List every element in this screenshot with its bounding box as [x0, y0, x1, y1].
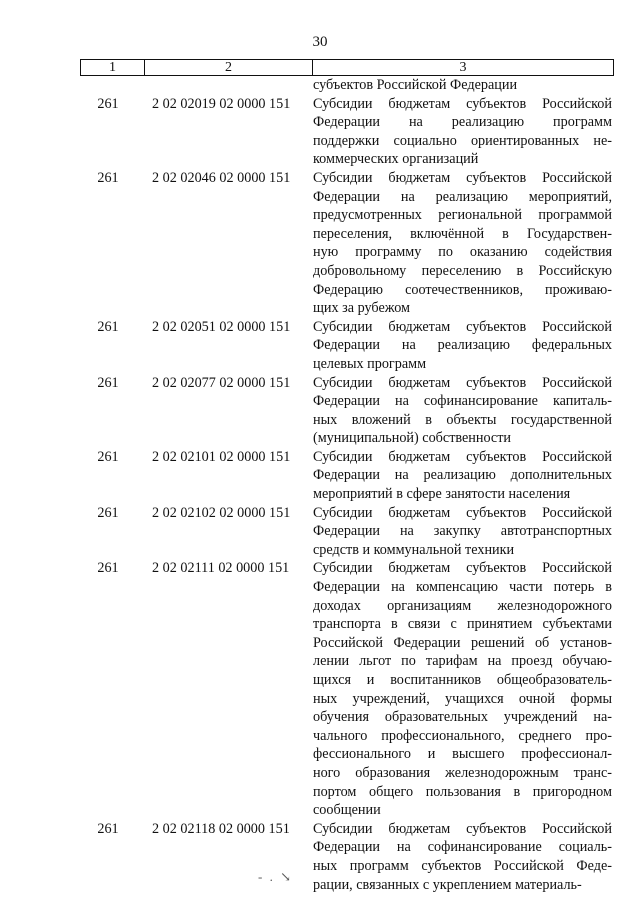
table-body — [80, 76, 614, 894]
description-line: Субсидии бюджетам субъектов Российской — [313, 374, 612, 391]
description-line: Российской Федерации решений об установ- — [313, 634, 612, 651]
table-row — [80, 820, 614, 894]
table-row — [80, 169, 614, 318]
description-line: щихся и воспитанников общеобразователь- — [313, 672, 612, 688]
description-line: (муниципальной) собственности — [313, 430, 512, 447]
header-col-3: 3 — [459, 60, 467, 75]
admin-code-cell: 261 — [97, 448, 119, 465]
description-line: фессионального и высшего профессионал- — [313, 746, 612, 763]
table-row — [80, 95, 614, 169]
description-cell — [312, 76, 614, 95]
description-line: Субсидии бюджетам субъектов Российской — [313, 560, 612, 577]
admin-code-cell: 261 — [97, 374, 119, 391]
description-line: Федерацию соотечественников, проживаю- — [313, 281, 612, 298]
description-cell — [312, 95, 614, 169]
page-number: 30 — [312, 34, 328, 50]
scan-mark: - . ↘ — [258, 869, 293, 884]
description-line: предусмотренных региональной программой — [313, 207, 612, 224]
kbk-code-cell: 2 02 02101 02 0000 151 — [152, 448, 291, 465]
description-line: субъектов Российской Федерации — [313, 77, 518, 93]
description-line: Субсидии бюджетам субъектов Российской — [313, 820, 612, 837]
description-line: Федерации на реализацию мероприятий, — [313, 188, 612, 205]
admin-code-cell: 261 — [97, 169, 119, 186]
admin-code-cell: 261 — [97, 95, 119, 112]
description-cell — [312, 448, 614, 504]
kbk-code-cell: 2 02 02077 02 0000 151 — [152, 374, 291, 391]
description-cell — [312, 318, 614, 374]
description-line: щих за рубежом — [313, 300, 410, 317]
description-cell — [312, 820, 614, 894]
description-line: поддержки социально ориентированных не- — [313, 132, 612, 149]
description-line: Федерации на закупку автотранспортных — [313, 523, 612, 540]
description-line: Федерации на софинансирование капиталь- — [313, 393, 612, 410]
description-cell — [312, 504, 614, 560]
kbk-code-cell — [144, 76, 312, 95]
description-line: Субсидии бюджетам субъектов Российской — [313, 318, 612, 335]
kbk-code-cell: 2 02 02046 02 0000 151 — [152, 169, 291, 186]
description-line: лении льгот по тарифам на проезд обучаю- — [313, 653, 612, 670]
kbk-code-cell: 2 02 02118 02 0000 151 — [152, 820, 290, 837]
description-line: Федерации на реализацию федеральных — [313, 337, 612, 354]
kbk-code-cell: 2 02 02102 02 0000 151 — [152, 504, 291, 521]
description-line: Федерации на софинансирование социаль- — [313, 839, 612, 856]
description-line: коммерческих организаций — [313, 151, 479, 168]
table-header — [80, 59, 614, 76]
description-line: Субсидии бюджетам субъектов Российской — [313, 169, 612, 186]
table-row — [80, 76, 614, 95]
description-line: чального профессионального, среднего про- — [313, 727, 612, 744]
kbk-code-cell: 2 02 02019 02 0000 151 — [152, 95, 291, 112]
description-line: портом общего пользования в пригородном — [313, 783, 612, 800]
description-line: мероприятий в сфере занятости населения — [313, 486, 571, 503]
description-line: ных учреждений, учащихся очной формы — [313, 690, 612, 707]
description-line: доходах организациям железнодорожного — [313, 597, 612, 614]
description-line: ного образования железнодорожным транс- — [313, 764, 612, 781]
description-line: транспорта в связи с принятием субъектами — [313, 616, 612, 633]
description-line: Субсидии бюджетам субъектов Российской — [313, 95, 612, 112]
admin-code-cell: 261 — [97, 560, 119, 577]
description-line: Федерации на компенсацию части потерь в — [313, 579, 612, 596]
kbk-code-cell: 2 02 02051 02 0000 151 — [152, 318, 291, 335]
description-cell — [312, 374, 614, 448]
table-row — [80, 318, 614, 374]
description-line: средств и коммунальной техники — [313, 541, 515, 558]
description-line: целевых программ — [313, 355, 427, 372]
description-line: ных программ субъектов Российской Феде- — [313, 857, 612, 874]
description-line: ную программу по оказанию содействия — [313, 244, 612, 261]
description-line: Субсидии бюджетам субъектов Российской — [313, 504, 612, 521]
table-row — [80, 448, 614, 504]
description-line: переселения, включённой в Государствен- — [313, 225, 612, 242]
admin-code-cell — [80, 76, 144, 95]
header-col-1: 1 — [81, 60, 145, 75]
description-line: Субсидии бюджетам субъектов Российской — [313, 448, 612, 465]
description-cell — [312, 169, 614, 318]
admin-code-cell: 261 — [97, 504, 119, 521]
table-row — [80, 559, 614, 819]
description-line: Федерации на реализацию дополнительных — [313, 467, 612, 484]
description-line: обучения образовательных учреждений на- — [313, 709, 612, 726]
kbk-code-cell: 2 02 02111 02 0000 151 — [152, 560, 290, 577]
description-line: добровольному переселению в Российскую — [313, 262, 612, 279]
description-cell — [312, 559, 614, 819]
description-line: рации, связанных с укреплением материаль- — [313, 876, 582, 893]
admin-code-cell: 261 — [97, 318, 119, 335]
description-line: Федерации на реализацию программ — [313, 114, 612, 131]
table-row — [80, 374, 614, 448]
admin-code-cell: 261 — [97, 820, 119, 837]
table-row — [80, 504, 614, 560]
description-line: ных вложений в объекты государственной — [313, 411, 612, 428]
header-col-2: 2 — [145, 60, 313, 75]
description-line: сообщении — [313, 802, 381, 819]
